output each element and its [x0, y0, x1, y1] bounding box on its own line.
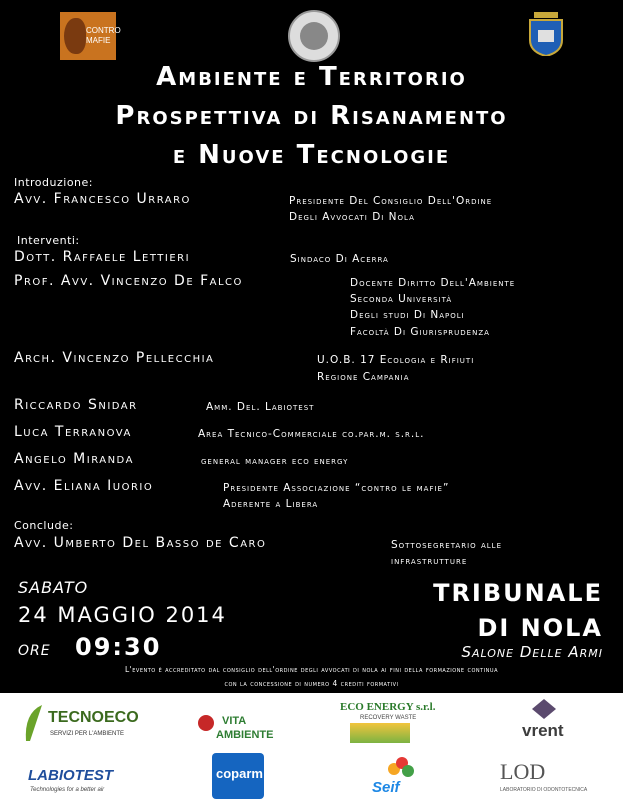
sun-landscape-icon	[350, 723, 410, 743]
speaker-role-2: Aderente a Libera	[223, 498, 319, 510]
municipal-crest-icon	[528, 12, 564, 56]
eco-energy-logo	[340, 701, 450, 749]
conclude-speaker-role-2: infrastrutture	[391, 555, 468, 567]
ladybug-icon	[198, 715, 214, 731]
lod-logo	[500, 759, 600, 801]
title-line-1: Ambiente e Territorio	[156, 62, 467, 92]
speaker-role: Docente Diritto Dell'Ambiente	[350, 277, 516, 289]
labiotest-logo	[22, 765, 132, 801]
leaf-icon	[22, 703, 46, 743]
interventi-label: Interventi:	[17, 234, 80, 247]
speaker-role: U.O.B. 17 Ecologia e Rifiuti	[317, 354, 475, 366]
speaker-role: Sindaco Di Acerra	[290, 253, 389, 265]
coparm-logo	[212, 753, 264, 799]
title-line-3: e Nuove Tecnologie	[172, 140, 451, 170]
labiotest-tagline: Technologies for a better air	[30, 787, 105, 793]
labiotest-name: LABIOTEST	[28, 767, 113, 784]
venue-line-2: DI NOLA	[477, 614, 603, 642]
speaker-name: Arch. Vincenzo Pellecchia	[14, 350, 215, 366]
intro-speaker-role: Presidente Del Consiglio Dell'Ordine	[289, 195, 493, 207]
order-seal-icon	[288, 10, 340, 62]
face-silhouette-icon	[64, 18, 86, 54]
venue-room: Salone Delle Armi	[461, 643, 603, 661]
event-time: 09:30	[75, 633, 162, 661]
vita-ambiente-logo	[192, 699, 292, 749]
speaker-role: Area Tecnico-Commerciale co.par.m. s.r.l.	[198, 428, 425, 440]
accreditation-notice: L'evento è accreditato dal consiglio dell'ordine degli avvocati di nola ai fini della formazione continua	[125, 665, 498, 674]
contro-mafie-logo	[60, 12, 121, 60]
lod-tagline: LABORATORIO DI ODONTOTECNICA	[500, 787, 588, 793]
intro-speaker-name: Avv. Francesco Urraro	[14, 191, 191, 207]
intro-speaker-role-2: Degli Avvocati Di Nola	[289, 211, 415, 223]
speaker-role-2: Seconda Università	[350, 293, 453, 305]
speaker-name: Angelo Miranda	[14, 451, 134, 467]
speaker-role-2: Regione Campania	[317, 371, 410, 383]
tecnoeco-logo	[22, 701, 139, 749]
event-time-prefix: ORE	[18, 643, 51, 659]
speaker-name: Luca Terranova	[14, 424, 132, 440]
vita-text: VITA	[222, 715, 247, 727]
venue-line-1: TRIBUNALE	[433, 579, 603, 607]
intro-label: Introduzione:	[14, 176, 93, 189]
speaker-role-3: Degli studi Di Napoli	[350, 309, 465, 321]
vrent-logo	[510, 699, 580, 749]
tecnoeco-name: TECNOECO	[48, 709, 139, 726]
speaker-role: Amm. Del. Labiotest	[206, 401, 315, 413]
conclude-speaker-name: Avv. Umberto Del Basso de Caro	[14, 535, 267, 551]
speaker-role-4: Facoltà Di Giurisprudenza	[350, 326, 490, 338]
eco-energy-name: ECO ENERGY s.r.l.	[340, 701, 436, 713]
event-date: 24 MAGGIO 2014	[18, 603, 227, 627]
accreditation-notice-2: con la concessione di numero 4 crediti formativi	[224, 679, 399, 688]
speaker-name: Avv. Eliana Iuorio	[14, 478, 154, 494]
tecnoeco-tagline: SERVIZI PER L'AMBIENTE	[50, 731, 125, 737]
conclude-speaker-role: Sottosegretario alle	[391, 539, 502, 551]
speaker-name: Dott. Raffaele Lettieri	[14, 249, 191, 265]
conclude-label: Conclude:	[14, 519, 74, 532]
diamond-icon	[532, 699, 556, 719]
speaker-name: Riccardo Snidar	[14, 397, 138, 413]
coparm-name: coparm	[216, 766, 263, 781]
ambiente-text: AMBIENTE	[216, 729, 274, 741]
event-day: SABATO	[18, 578, 89, 597]
contro-mafie-logo-text: CONTRO MAFIE	[86, 26, 121, 45]
lod-name: LOD	[500, 759, 546, 784]
title-line-2: Prospettiva di Risanamento	[115, 101, 508, 131]
vrent-name: vrent	[522, 721, 564, 740]
speaker-role: Presidente Associazione “contro le mafie”	[223, 482, 450, 494]
seif-logo	[368, 757, 428, 801]
seif-name: Seif	[372, 779, 400, 796]
eco-energy-tagline: RECOVERY WASTE	[360, 715, 417, 721]
speaker-name: Prof. Avv. Vincenzo De Falco	[14, 273, 243, 289]
speaker-role: general manager eco energy	[201, 455, 349, 467]
flower-icon	[386, 757, 416, 781]
sponsor-bar	[0, 693, 623, 807]
